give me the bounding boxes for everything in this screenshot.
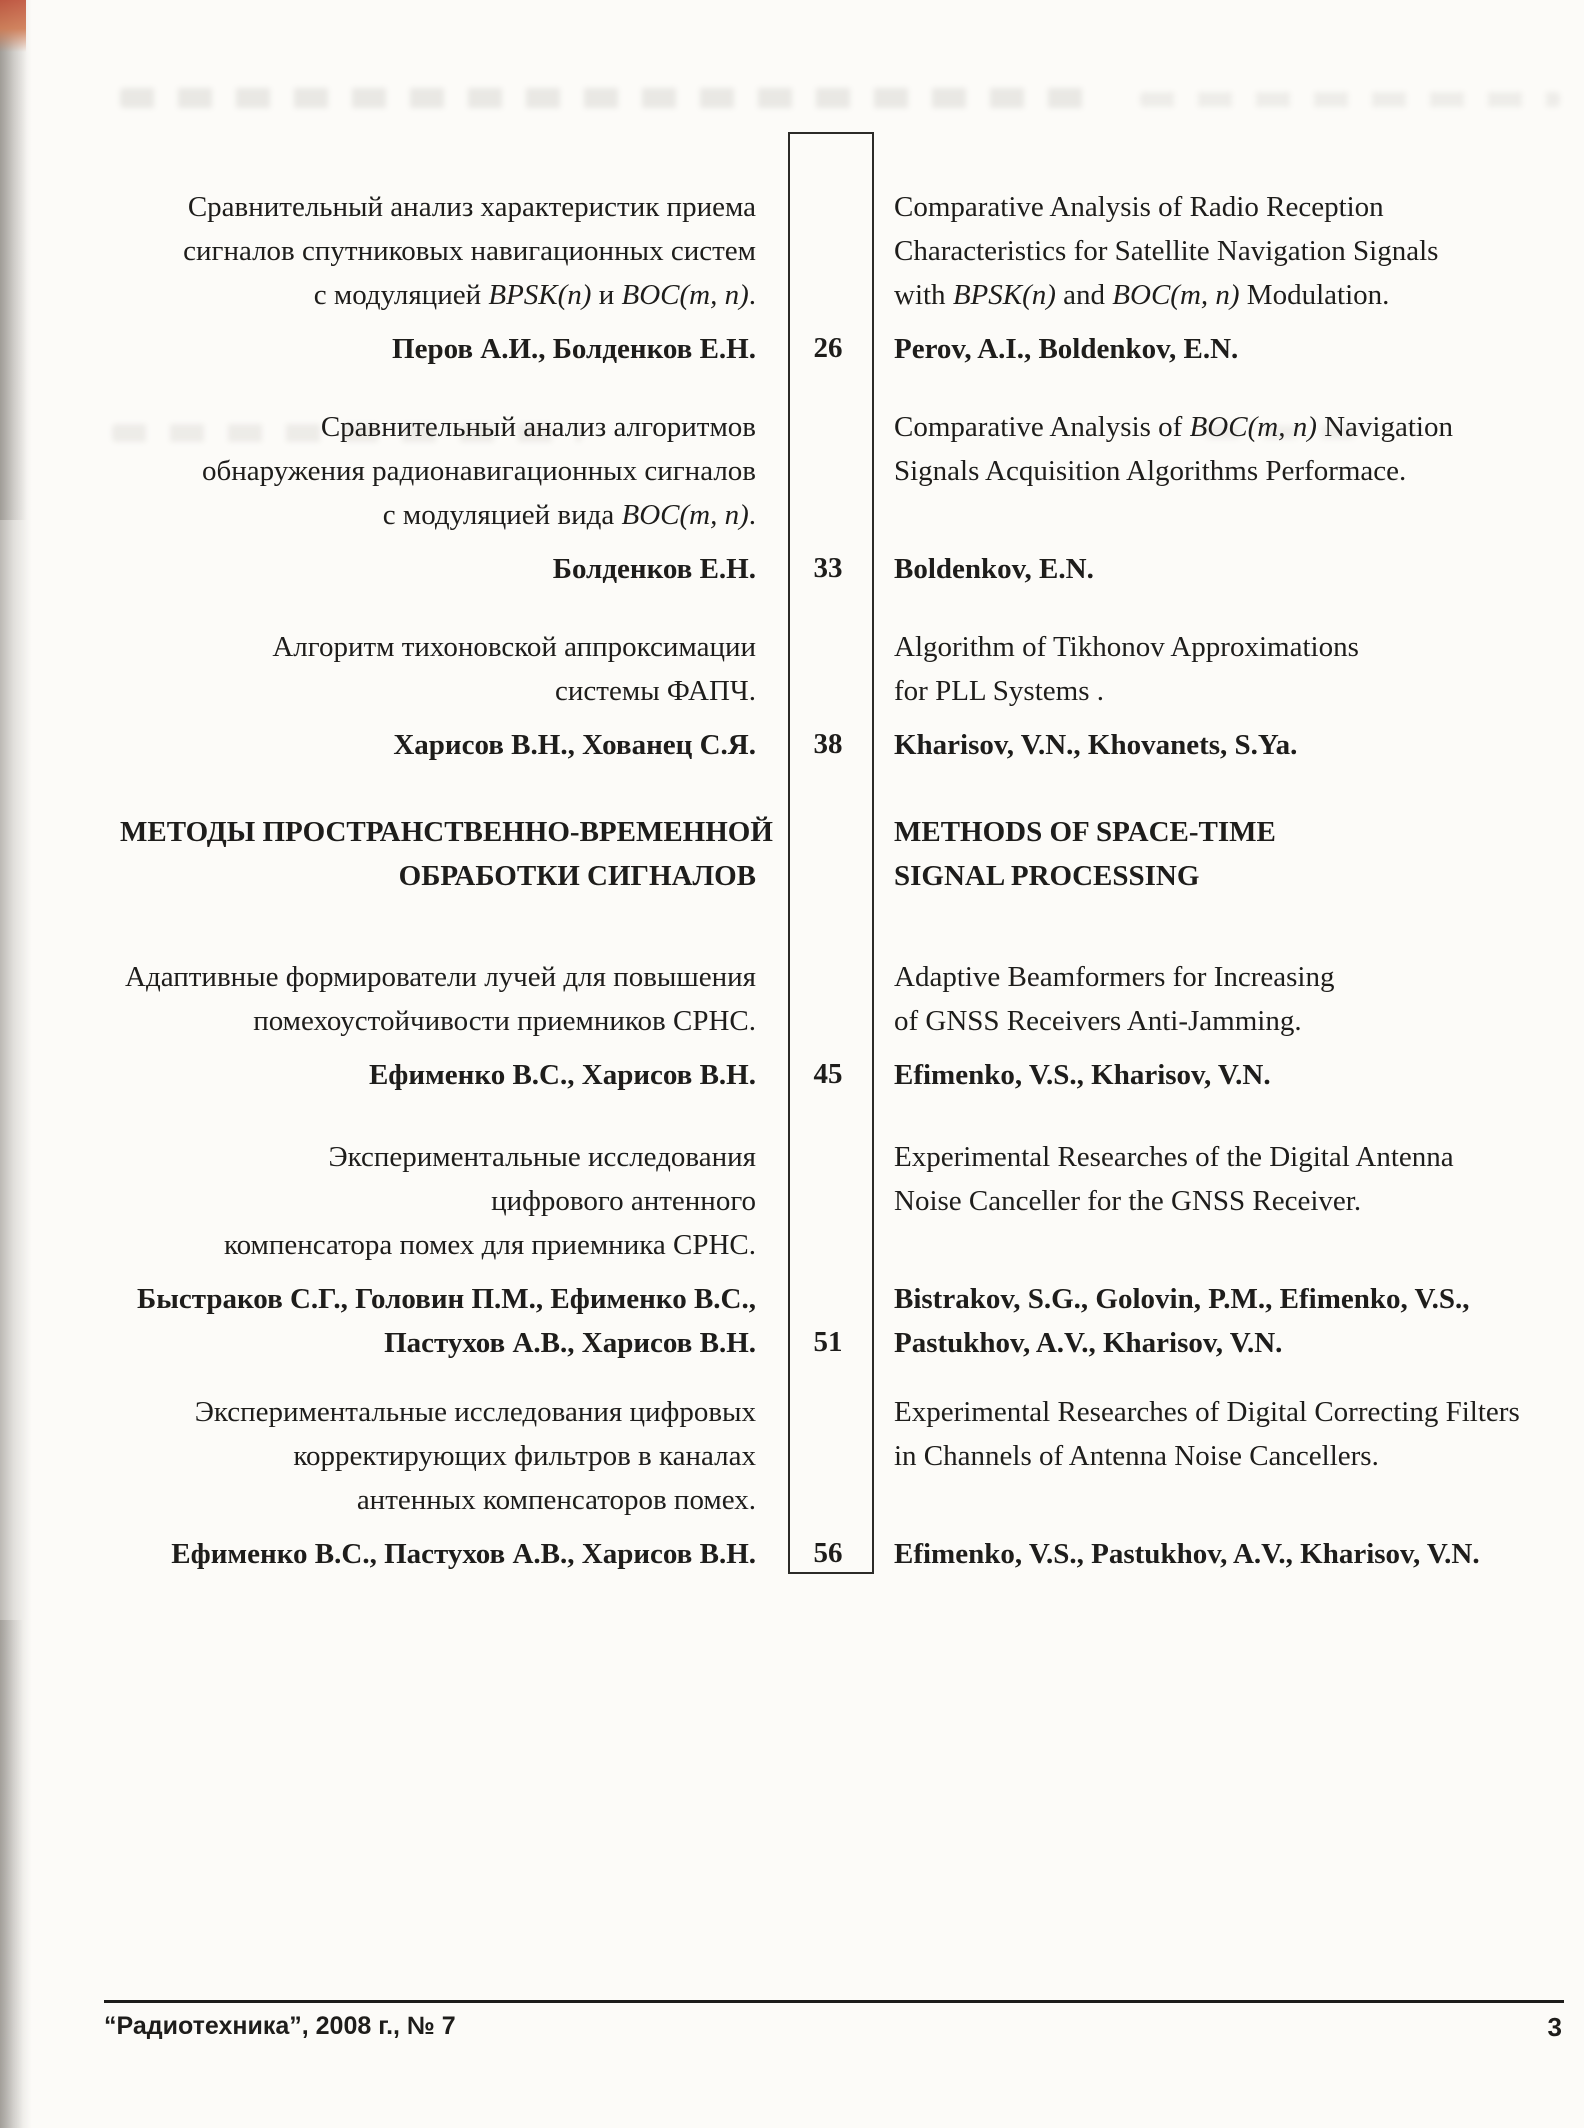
entry-5-en [876,1135,1500,1365]
en-authors-line: Pastukhov, A.V., Kharisov, V.N. [894,1327,1283,1359]
en-title-line: Comparative Analysis of Radio Reception [894,191,1384,223]
ru-authors-line: Харисов В.Н., Хованец С.Я. [393,729,756,761]
en-title-line: with BPSK(n) and BOC(m, n) Modulation. [894,279,1390,311]
ru-authors-line: Быстраков С.Г., Головин П.М., Ефименко В.С., [137,1283,756,1315]
footer-page-number: 3 [1547,2012,1562,2042]
toc-table [120,185,1520,1576]
entry-3-ru [120,625,780,767]
section-header-en [876,810,1500,898]
en-authors-line: Bistrakov, S.G., Golovin, P.M., Efimenko, V.S., [894,1283,1470,1315]
toc-entry-3 [120,625,1500,767]
ghost-smudge [120,88,1100,108]
entry-1-ru [120,185,780,371]
en-authors-line: Efimenko, V.S., Pastukhov, A.V., Kharisov, V.N. [894,1538,1480,1570]
ghost-smudge [1140,92,1560,107]
en-title-line: Signals Acquisition Algorithms Performace. [894,455,1407,487]
section-header-row [120,810,1500,898]
scan-edge-shadow [0,0,36,2128]
ru-title-line: системы ФАПЧ. [555,675,756,707]
en-authors-line: Kharisov, V.N., Khovanets, S.Ya. [894,729,1298,761]
entry-6-en [876,1390,1520,1576]
en-title-line: for PLL Systems . [894,675,1104,707]
ru-title-line: Адаптивные формирователи лучей для повышения [125,961,756,993]
ru-title-line: Алгоритм тихоновской аппроксимации [272,631,756,663]
ru-title-line: Сравнительный анализ характеристик приема [187,191,756,223]
entry-4-page-number: 45 [813,1058,843,1090]
ru-title-line: помехоустойчивости приемников СРНС. [253,1005,756,1037]
en-title-line: Comparative Analysis of BOC(m, n) Navigation [894,411,1453,443]
entry-2-ru [120,405,780,591]
toc-entry-6 [120,1390,1520,1576]
entry-3-en [876,625,1500,767]
ru-title-line: Экспериментальные исследования цифровых [194,1396,756,1428]
ru-title-line: цифрового антенного [491,1185,756,1217]
toc-entry-1 [120,185,1500,371]
section-header-line: METHODS OF SPACE-TIME [894,816,1276,848]
en-title-line: Algorithm of Tikhonov Approximations [894,631,1359,663]
entry-4-ru [120,955,780,1097]
en-title-line: Characteristics for Satellite Navigation Signals [894,235,1439,267]
section-header-ru [120,810,780,898]
scan-edge-shadow-bottom [0,1620,26,2128]
scan-corner-mark [0,0,26,52]
entry-3-page-number: 38 [813,728,843,760]
ru-authors-line: Перов А.И., Болденков Е.Н. [392,333,756,365]
ru-authors-line: Ефименко В.С., Харисов В.Н. [368,1059,756,1091]
toc-entry-2 [120,405,1500,591]
toc-entry-5 [120,1135,1500,1365]
ru-title-line: сигналов спутниковых навигационных систем [183,235,756,267]
ru-title-line: компенсатора помех для приемника СРНС. [223,1229,756,1261]
en-title-line: Adaptive Beamformers for Increasing [894,961,1335,993]
ru-title-line: Сравнительный анализ алгоритмов [320,411,756,443]
en-title-line: Experimental Researches of the Digital Antenna [894,1141,1454,1173]
ru-title-line: обнаружения радионавигационных сигналов [202,455,756,487]
en-title-line: Experimental Researches of Digital Correcting Filters [894,1396,1520,1428]
entry-1-en [876,185,1500,371]
entry-5-ru [120,1135,780,1365]
ru-title-line: корректирующих фильтров в каналах [293,1440,756,1472]
section-header-line: МЕТОДЫ ПРОСТРАНСТВЕННО-ВРЕМЕННОЙ [120,816,773,848]
en-authors-line: Boldenkov, E.N. [894,553,1094,585]
entry-1-page-number: 26 [813,332,843,364]
section-header-line: SIGNAL PROCESSING [894,860,1200,892]
entry-6-page-number: 56 [813,1537,843,1569]
ru-title-line: с модуляцией BPSK(n) и BOC(m, n). [313,279,756,311]
footer-journal-label: “Радиотехника”, 2008 г., № 7 [104,2012,456,2040]
toc-entry-4 [120,955,1500,1097]
ru-authors-line: Ефименко В.С., Пастухов А.В., Харисов В.Н. [171,1538,756,1570]
entry-4-en [876,955,1500,1097]
ru-title-line: с модуляцией вида BOC(m, n). [382,499,756,531]
entry-2-page-number: 33 [813,552,843,584]
section-header-line: ОБРАБОТКИ СИГНАЛОВ [398,860,756,892]
ru-authors-line: Пастухов А.В., Харисов В.Н. [384,1327,756,1359]
en-authors-line: Perov, A.I., Boldenkov, E.N. [894,333,1239,365]
en-title-line: in Channels of Antenna Noise Cancellers. [894,1440,1379,1472]
ru-title-line: Экспериментальные исследования [328,1141,756,1173]
entry-5-page-number: 51 [813,1326,843,1358]
en-title-line: Noise Canceller for the GNSS Receiver. [894,1185,1362,1217]
page-footer [104,2000,1564,2043]
entry-2-en [876,405,1500,591]
en-authors-line: Efimenko, V.S., Kharisov, V.N. [894,1059,1271,1091]
en-title-line: of GNSS Receivers Anti-Jamming. [894,1005,1302,1037]
entry-6-ru [120,1390,780,1576]
ru-title-line: антенных компенсаторов помех. [356,1484,756,1516]
scan-edge-shadow-top [0,0,30,520]
ru-authors-line: Болденков Е.Н. [552,553,756,585]
section-header-spacer [780,810,876,898]
